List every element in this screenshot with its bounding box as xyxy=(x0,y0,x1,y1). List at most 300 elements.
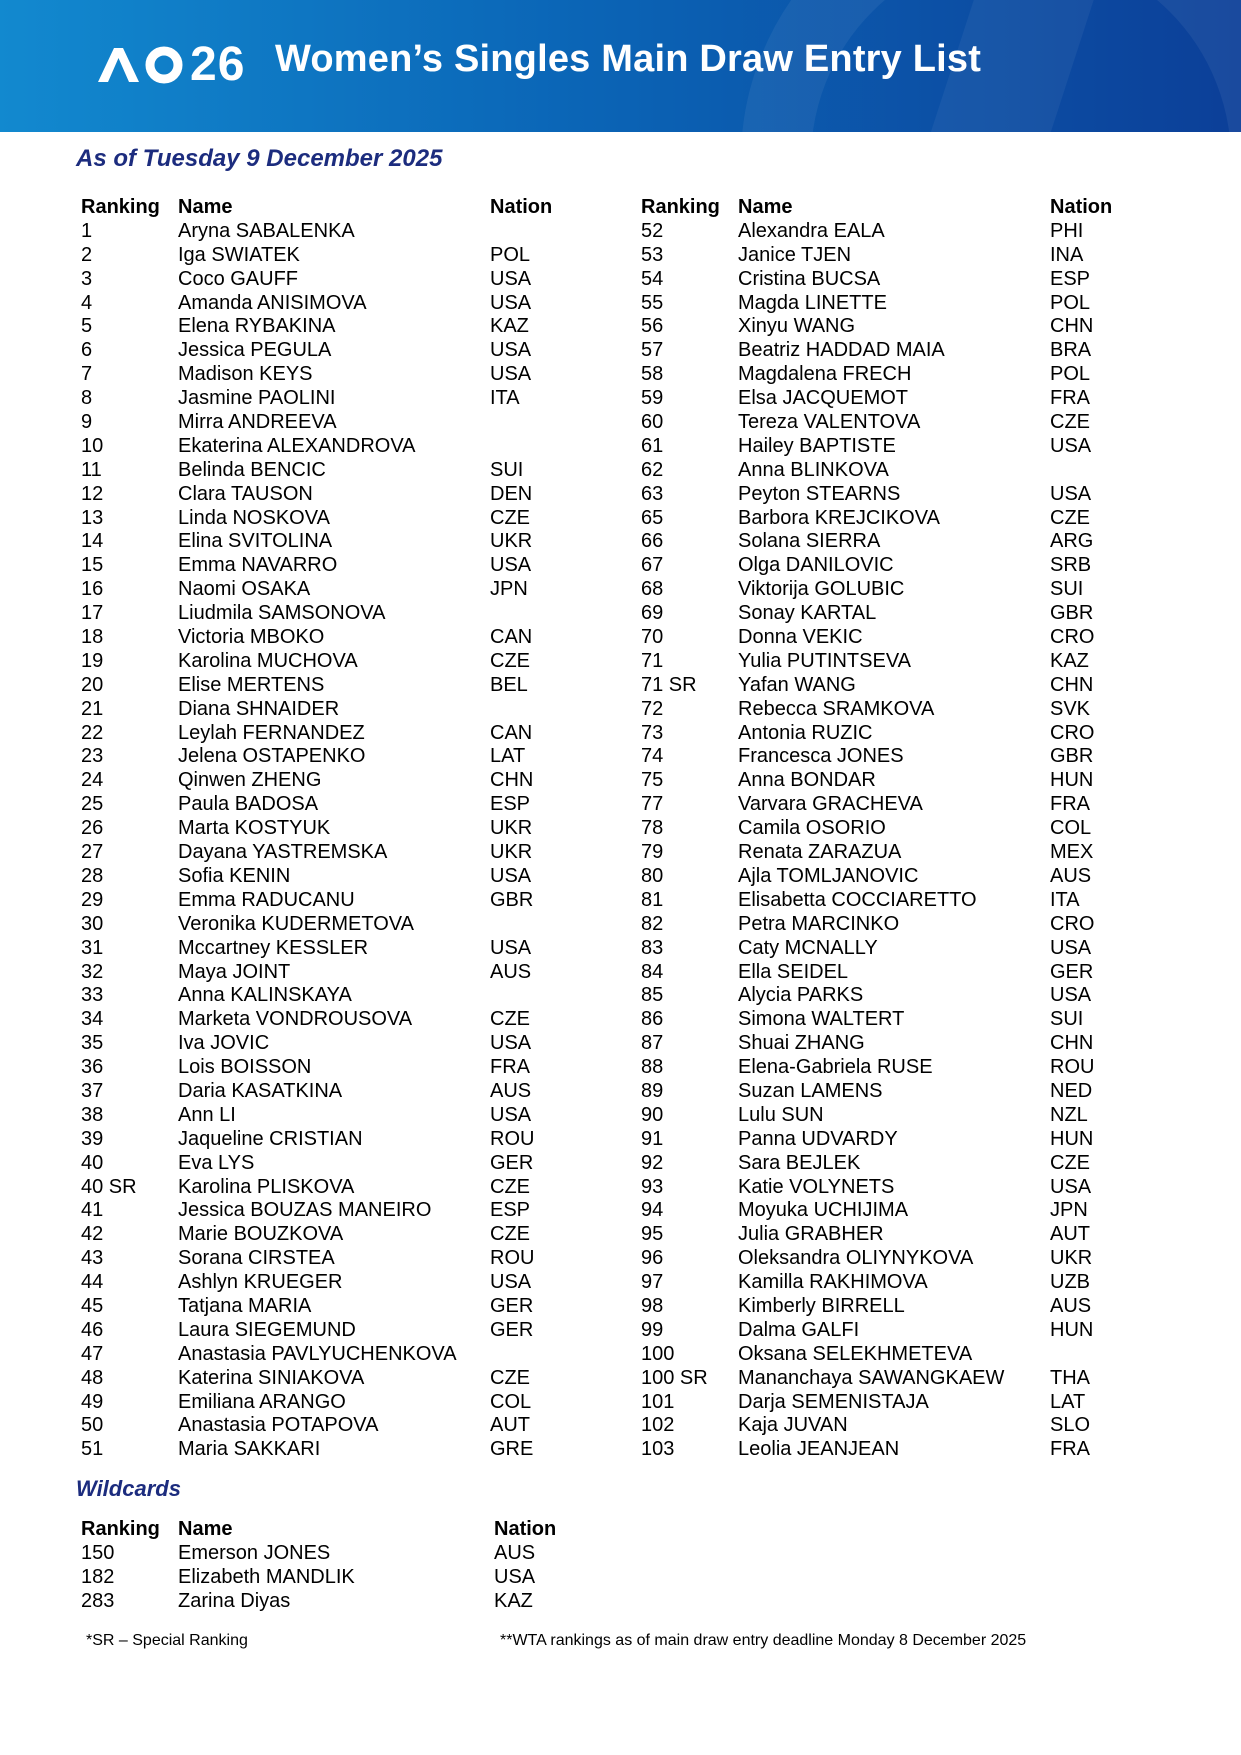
player-ranking: 86 xyxy=(641,1008,664,1031)
table-row xyxy=(81,435,621,459)
name-header: Name xyxy=(178,1518,233,1540)
player-ranking: 38 xyxy=(81,1103,104,1126)
player-nation: CRO xyxy=(1050,721,1095,744)
player-nation: USA xyxy=(490,1032,532,1055)
player-ranking: 46 xyxy=(81,1318,104,1341)
table-row xyxy=(641,1319,1181,1343)
player-nation: COL xyxy=(490,1390,532,1413)
player-nation: MEX xyxy=(1050,841,1094,864)
player-nation: USA xyxy=(490,363,532,386)
table-row xyxy=(81,1056,621,1080)
table-row xyxy=(81,984,621,1008)
player-nation: CZE xyxy=(490,1366,530,1389)
player-name: Emerson JONES xyxy=(178,1541,331,1564)
player-nation: KAZ xyxy=(494,1589,533,1612)
player-nation: SVK xyxy=(1050,697,1091,720)
player-name: Tereza VALENTOVA xyxy=(738,411,921,434)
player-name: Paula BADOSA xyxy=(178,793,319,816)
player-nation xyxy=(490,220,570,244)
name-header: Name xyxy=(738,196,793,218)
player-name: Jessica PEGULA xyxy=(178,339,332,362)
table-row xyxy=(81,268,621,292)
footnote-wta: **WTA rankings as of main draw entry deadline Monday 8 December 2025 xyxy=(500,1632,1027,1649)
table-row xyxy=(81,961,621,985)
table-row xyxy=(641,507,1181,531)
table-row xyxy=(81,1008,621,1032)
player-ranking: 80 xyxy=(641,864,664,887)
player-name: Alycia PARKS xyxy=(738,984,864,1007)
table-row xyxy=(641,1367,1181,1391)
player-ranking: 52 xyxy=(641,219,664,242)
player-nation: AUS xyxy=(1050,864,1092,887)
player-ranking: 7 xyxy=(81,363,93,386)
player-nation: FRA xyxy=(490,1056,530,1079)
table-row xyxy=(81,244,621,268)
player-name: Lulu SUN xyxy=(738,1103,824,1126)
table-row xyxy=(81,913,621,937)
player-nation: USA xyxy=(490,339,532,362)
player-nation: SUI xyxy=(490,458,524,481)
player-nation: ESP xyxy=(490,793,531,816)
player-nation: FRA xyxy=(1050,793,1090,816)
player-nation: CZE xyxy=(1050,411,1090,434)
player-ranking: 100 xyxy=(641,1342,675,1365)
player-name: Ajla TOMLJANOVIC xyxy=(738,864,919,887)
player-ranking: 63 xyxy=(641,482,664,505)
player-name: Viktorija GOLUBIC xyxy=(738,578,905,601)
player-nation: SLO xyxy=(1050,1414,1091,1437)
player-nation: CRO xyxy=(1050,912,1095,935)
table-row xyxy=(641,435,1181,459)
player-name: Barbora KREJCIKOVA xyxy=(738,506,940,529)
list-header xyxy=(641,196,1181,220)
player-name: Anna BLINKOVA xyxy=(738,458,889,481)
player-name: Elsa JACQUEMOT xyxy=(738,387,909,410)
player-name: Anna KALINSKAYA xyxy=(178,984,352,1007)
player-nation: LAT xyxy=(1050,1390,1086,1413)
table-row xyxy=(81,1391,621,1415)
player-nation: JPN xyxy=(1050,1199,1088,1222)
table-row xyxy=(641,1032,1181,1056)
player-ranking: 12 xyxy=(81,482,104,505)
table-row xyxy=(641,1223,1181,1247)
player-nation: INA xyxy=(1050,243,1084,266)
player-ranking: 91 xyxy=(641,1127,664,1150)
player-ranking: 89 xyxy=(641,1079,664,1102)
player-ranking: 58 xyxy=(641,363,664,386)
player-name: Caty MCNALLY xyxy=(738,936,878,959)
player-nation: POL xyxy=(1050,291,1091,314)
player-ranking: 18 xyxy=(81,626,104,649)
player-nation: HUN xyxy=(1050,1318,1094,1341)
table-row xyxy=(81,1080,621,1104)
player-nation: UKR xyxy=(490,530,533,553)
player-ranking: 77 xyxy=(641,793,664,816)
table-row xyxy=(81,1295,621,1319)
player-name: Ann LI xyxy=(178,1103,236,1126)
table-row xyxy=(81,1032,621,1056)
table-row xyxy=(81,1319,621,1343)
player-ranking: 74 xyxy=(641,745,664,768)
table-row xyxy=(641,650,1181,674)
player-ranking: 28 xyxy=(81,864,104,887)
table-row xyxy=(641,1391,1181,1415)
player-ranking: 23 xyxy=(81,745,104,768)
player-ranking: 82 xyxy=(641,912,664,935)
footnote-sr: *SR – Special Ranking xyxy=(86,1632,248,1649)
table-row xyxy=(641,554,1181,578)
table-row xyxy=(81,363,621,387)
player-nation: FRA xyxy=(1050,387,1090,410)
table-row xyxy=(81,817,621,841)
player-name: Anastasia PAVLYUCHENKOVA xyxy=(178,1342,457,1365)
table-row xyxy=(641,363,1181,387)
player-nation: USA xyxy=(490,864,532,887)
table-row xyxy=(81,530,621,554)
table-row xyxy=(641,1152,1181,1176)
player-name: Dayana YASTREMSKA xyxy=(178,841,388,864)
player-ranking: 6 xyxy=(81,339,93,362)
player-name: Emiliana ARANGO xyxy=(178,1390,346,1413)
player-nation: ESP xyxy=(1050,267,1091,290)
logo-year: 26 xyxy=(190,37,246,91)
wildcards-title: Wildcards xyxy=(76,1476,181,1501)
table-row xyxy=(81,554,621,578)
player-nation: GBR xyxy=(490,888,534,911)
table-row xyxy=(81,1104,621,1128)
player-name: Elisabetta COCCIARETTO xyxy=(738,888,977,911)
player-name: Victoria MBOKO xyxy=(178,626,325,649)
player-nation: CHN xyxy=(490,769,534,792)
player-nation: USA xyxy=(490,1271,532,1294)
player-ranking: 14 xyxy=(81,530,104,553)
player-name: Camila OSORIO xyxy=(738,817,886,840)
player-ranking: 69 xyxy=(641,602,664,625)
player-ranking: 75 xyxy=(641,769,664,792)
table-row xyxy=(81,1152,621,1176)
player-name: Petra MARCINKO xyxy=(738,912,900,935)
player-ranking: 182 xyxy=(81,1565,115,1588)
player-ranking: 150 xyxy=(81,1541,115,1564)
player-ranking: 61 xyxy=(641,434,664,457)
player-ranking: 48 xyxy=(81,1366,104,1389)
player-nation: USA xyxy=(490,267,532,290)
player-nation: ROU xyxy=(1050,1056,1095,1079)
table-row xyxy=(81,650,621,674)
player-nation xyxy=(490,698,570,722)
nation-header: Nation xyxy=(1050,196,1113,218)
player-name: Moyuka UCHIJIMA xyxy=(738,1199,909,1222)
table-row xyxy=(81,1566,621,1590)
player-name: Antonia RUZIC xyxy=(738,721,873,744)
as-of-date: As of Tuesday 9 December 2025 xyxy=(76,145,443,172)
ranking-header: Ranking xyxy=(81,196,160,218)
player-nation: AUS xyxy=(494,1541,536,1564)
player-nation xyxy=(490,602,570,626)
player-nation: AUS xyxy=(1050,1294,1092,1317)
player-nation: USA xyxy=(1050,434,1092,457)
player-nation: BRA xyxy=(1050,339,1092,362)
player-name: Solana SIERRA xyxy=(738,530,881,553)
player-ranking: 10 xyxy=(81,434,104,457)
table-row xyxy=(641,387,1181,411)
player-nation: CHN xyxy=(1050,673,1094,696)
player-name: Darja SEMENISTAJA xyxy=(738,1390,929,1413)
table-row xyxy=(641,1295,1181,1319)
player-name: Belinda BENCIC xyxy=(178,458,326,481)
table-row xyxy=(81,339,621,363)
nation-header: Nation xyxy=(494,1518,557,1540)
table-row xyxy=(641,745,1181,769)
player-ranking: 41 xyxy=(81,1199,104,1222)
table-row xyxy=(641,961,1181,985)
player-name: Katerina SINIAKOVA xyxy=(178,1366,365,1389)
player-nation: ITA xyxy=(1050,888,1080,911)
player-ranking: 26 xyxy=(81,817,104,840)
player-nation: CZE xyxy=(490,649,530,672)
player-name: Ella SEIDEL xyxy=(738,960,849,983)
player-name: Lois BOISSON xyxy=(178,1056,312,1079)
player-name: Yulia PUTINTSEVA xyxy=(738,649,912,672)
player-ranking: 98 xyxy=(641,1294,664,1317)
player-ranking: 93 xyxy=(641,1175,664,1198)
player-nation: GRE xyxy=(490,1438,534,1461)
ranking-header: Ranking xyxy=(81,1518,160,1540)
table-row xyxy=(641,674,1181,698)
player-name: Hailey BAPTISTE xyxy=(738,434,896,457)
player-ranking: 25 xyxy=(81,793,104,816)
player-ranking: 71 SR xyxy=(641,673,697,696)
player-ranking: 33 xyxy=(81,984,104,1007)
table-row xyxy=(641,1414,1181,1438)
list-header xyxy=(81,1518,621,1542)
player-nation: GER xyxy=(490,1318,534,1341)
table-row xyxy=(641,1080,1181,1104)
table-row xyxy=(81,602,621,626)
player-name: Varvara GRACHEVA xyxy=(738,793,923,816)
player-name: Naomi OSAKA xyxy=(178,578,311,601)
entry-list-left xyxy=(81,196,621,1462)
table-row xyxy=(81,889,621,913)
player-nation: POL xyxy=(490,243,531,266)
table-row xyxy=(641,292,1181,316)
player-name: Emma RADUCANU xyxy=(178,888,355,911)
player-nation: USA xyxy=(490,1103,532,1126)
page-title: Women’s Singles Main Draw Entry List xyxy=(275,38,982,80)
player-name: Mccartney KESSLER xyxy=(178,936,369,959)
player-name: Aryna SABALENKA xyxy=(178,219,355,242)
player-name: Kaja JUVAN xyxy=(738,1414,848,1437)
player-ranking: 57 xyxy=(641,339,664,362)
player-ranking: 36 xyxy=(81,1056,104,1079)
player-name: Mananchaya SAWANGKAEW xyxy=(738,1366,1005,1389)
player-ranking: 54 xyxy=(641,267,664,290)
table-row xyxy=(641,1056,1181,1080)
player-name: Shuai ZHANG xyxy=(738,1032,865,1055)
player-name: Liudmila SAMSONOVA xyxy=(178,602,386,625)
player-ranking: 50 xyxy=(81,1414,104,1437)
player-name: Magdalena FRECH xyxy=(738,363,912,386)
player-ranking: 49 xyxy=(81,1390,104,1413)
table-row xyxy=(641,1176,1181,1200)
player-ranking: 3 xyxy=(81,267,93,290)
player-nation: UKR xyxy=(490,841,533,864)
player-name: Xinyu WANG xyxy=(738,315,856,338)
player-nation: ROU xyxy=(490,1127,535,1150)
player-ranking: 8 xyxy=(81,387,93,410)
table-row xyxy=(81,841,621,865)
player-ranking: 21 xyxy=(81,697,104,720)
player-ranking: 20 xyxy=(81,673,104,696)
player-nation: CZE xyxy=(490,1223,530,1246)
player-ranking: 24 xyxy=(81,769,104,792)
player-ranking: 66 xyxy=(641,530,664,553)
player-name: Elise MERTENS xyxy=(178,673,325,696)
player-ranking: 30 xyxy=(81,912,104,935)
player-name: Suzan LAMENS xyxy=(738,1079,883,1102)
player-ranking: 70 xyxy=(641,626,664,649)
table-row xyxy=(641,1199,1181,1223)
table-row xyxy=(81,315,621,339)
player-name: Eva LYS xyxy=(178,1151,255,1174)
player-nation: AUT xyxy=(490,1414,530,1437)
table-row xyxy=(81,1247,621,1271)
player-nation: ESP xyxy=(490,1199,531,1222)
player-ranking: 88 xyxy=(641,1056,664,1079)
player-name: Maria SAKKARI xyxy=(178,1438,321,1461)
player-nation: LAT xyxy=(490,745,526,768)
player-nation: THA xyxy=(1050,1366,1090,1389)
table-row xyxy=(81,793,621,817)
player-ranking: 68 xyxy=(641,578,664,601)
player-nation: GER xyxy=(490,1151,534,1174)
table-row xyxy=(81,626,621,650)
table-row xyxy=(81,483,621,507)
player-name: Tatjana MARIA xyxy=(178,1294,312,1317)
player-ranking: 90 xyxy=(641,1103,664,1126)
player-nation: USA xyxy=(490,936,532,959)
player-nation: USA xyxy=(1050,984,1092,1007)
player-nation: UZB xyxy=(1050,1271,1090,1294)
player-name: Amanda ANISIMOVA xyxy=(178,291,367,314)
player-ranking: 85 xyxy=(641,984,664,1007)
player-ranking: 103 xyxy=(641,1438,675,1461)
table-row xyxy=(81,722,621,746)
player-ranking: 2 xyxy=(81,243,93,266)
player-nation: FRA xyxy=(1050,1438,1090,1461)
player-ranking: 11 xyxy=(81,458,102,481)
table-row xyxy=(641,244,1181,268)
table-row xyxy=(641,1128,1181,1152)
player-ranking: 51 xyxy=(81,1438,104,1461)
player-ranking: 83 xyxy=(641,936,664,959)
player-ranking: 31 xyxy=(81,936,104,959)
table-row xyxy=(641,817,1181,841)
player-name: Mirra ANDREEVA xyxy=(178,411,337,434)
player-ranking: 34 xyxy=(81,1008,104,1031)
player-nation xyxy=(490,913,570,937)
player-nation xyxy=(490,411,570,435)
table-row xyxy=(81,674,621,698)
table-row xyxy=(81,1542,621,1566)
player-nation: CHN xyxy=(1050,1032,1094,1055)
table-row xyxy=(641,1271,1181,1295)
player-nation: POL xyxy=(1050,363,1091,386)
table-row xyxy=(641,268,1181,292)
player-name: Anna BONDAR xyxy=(738,769,876,792)
player-name: Francesca JONES xyxy=(738,745,904,768)
player-name: Jelena OSTAPENKO xyxy=(178,745,366,768)
player-name: Simona WALTERT xyxy=(738,1008,905,1031)
player-nation xyxy=(1050,1343,1130,1367)
player-name: Elina SVITOLINA xyxy=(178,530,333,553)
player-name: Peyton STEARNS xyxy=(738,482,901,505)
player-name: Marta KOSTYUK xyxy=(178,817,331,840)
player-name: Elena RYBAKINA xyxy=(178,315,336,338)
player-ranking: 37 xyxy=(81,1079,104,1102)
player-name: Coco GAUFF xyxy=(178,267,299,290)
player-name: Laura SIEGEMUND xyxy=(178,1318,356,1341)
player-nation: UKR xyxy=(1050,1247,1093,1270)
player-name: Janice TJEN xyxy=(738,243,852,266)
player-nation: PHI xyxy=(1050,219,1084,242)
table-row xyxy=(81,292,621,316)
player-name: Leolia JEANJEAN xyxy=(738,1438,900,1461)
player-nation: HUN xyxy=(1050,1127,1094,1150)
player-ranking: 15 xyxy=(81,554,104,577)
table-row xyxy=(641,220,1181,244)
player-nation: USA xyxy=(1050,936,1092,959)
player-nation: USA xyxy=(1050,1175,1092,1198)
table-row xyxy=(81,745,621,769)
player-name: Magda LINETTE xyxy=(738,291,887,314)
player-ranking: 56 xyxy=(641,315,664,338)
player-ranking: 87 xyxy=(641,1032,664,1055)
player-ranking: 17 xyxy=(81,602,104,625)
player-name: Iva JOVIC xyxy=(178,1032,270,1055)
player-name: Oleksandra OLIYNYKOVA xyxy=(738,1247,974,1270)
player-nation: GER xyxy=(490,1294,534,1317)
header-banner xyxy=(0,0,1241,132)
player-name: Alexandra EALA xyxy=(738,219,885,242)
player-nation: AUS xyxy=(490,1079,532,1102)
player-nation: CZE xyxy=(1050,1151,1090,1174)
player-ranking: 27 xyxy=(81,841,104,864)
player-nation: AUS xyxy=(490,960,532,983)
table-row xyxy=(641,722,1181,746)
player-ranking: 40 xyxy=(81,1151,104,1174)
player-ranking: 5 xyxy=(81,315,93,338)
player-name: Jasmine PAOLINI xyxy=(178,387,336,410)
table-row xyxy=(641,626,1181,650)
player-ranking: 40 SR xyxy=(81,1175,137,1198)
table-row xyxy=(641,483,1181,507)
player-nation: CZE xyxy=(490,1175,530,1198)
player-name: Emma NAVARRO xyxy=(178,554,338,577)
player-ranking: 55 xyxy=(641,291,664,314)
player-ranking: 71 xyxy=(641,649,664,672)
player-ranking: 59 xyxy=(641,387,664,410)
player-ranking: 283 xyxy=(81,1589,115,1612)
player-name: Elizabeth MANDLIK xyxy=(178,1565,355,1588)
player-nation: USA xyxy=(490,291,532,314)
table-row xyxy=(641,530,1181,554)
player-ranking: 44 xyxy=(81,1271,104,1294)
player-name: Diana SHNAIDER xyxy=(178,697,340,720)
player-nation: DEN xyxy=(490,482,533,505)
player-ranking: 16 xyxy=(81,578,104,601)
player-ranking: 22 xyxy=(81,721,104,744)
